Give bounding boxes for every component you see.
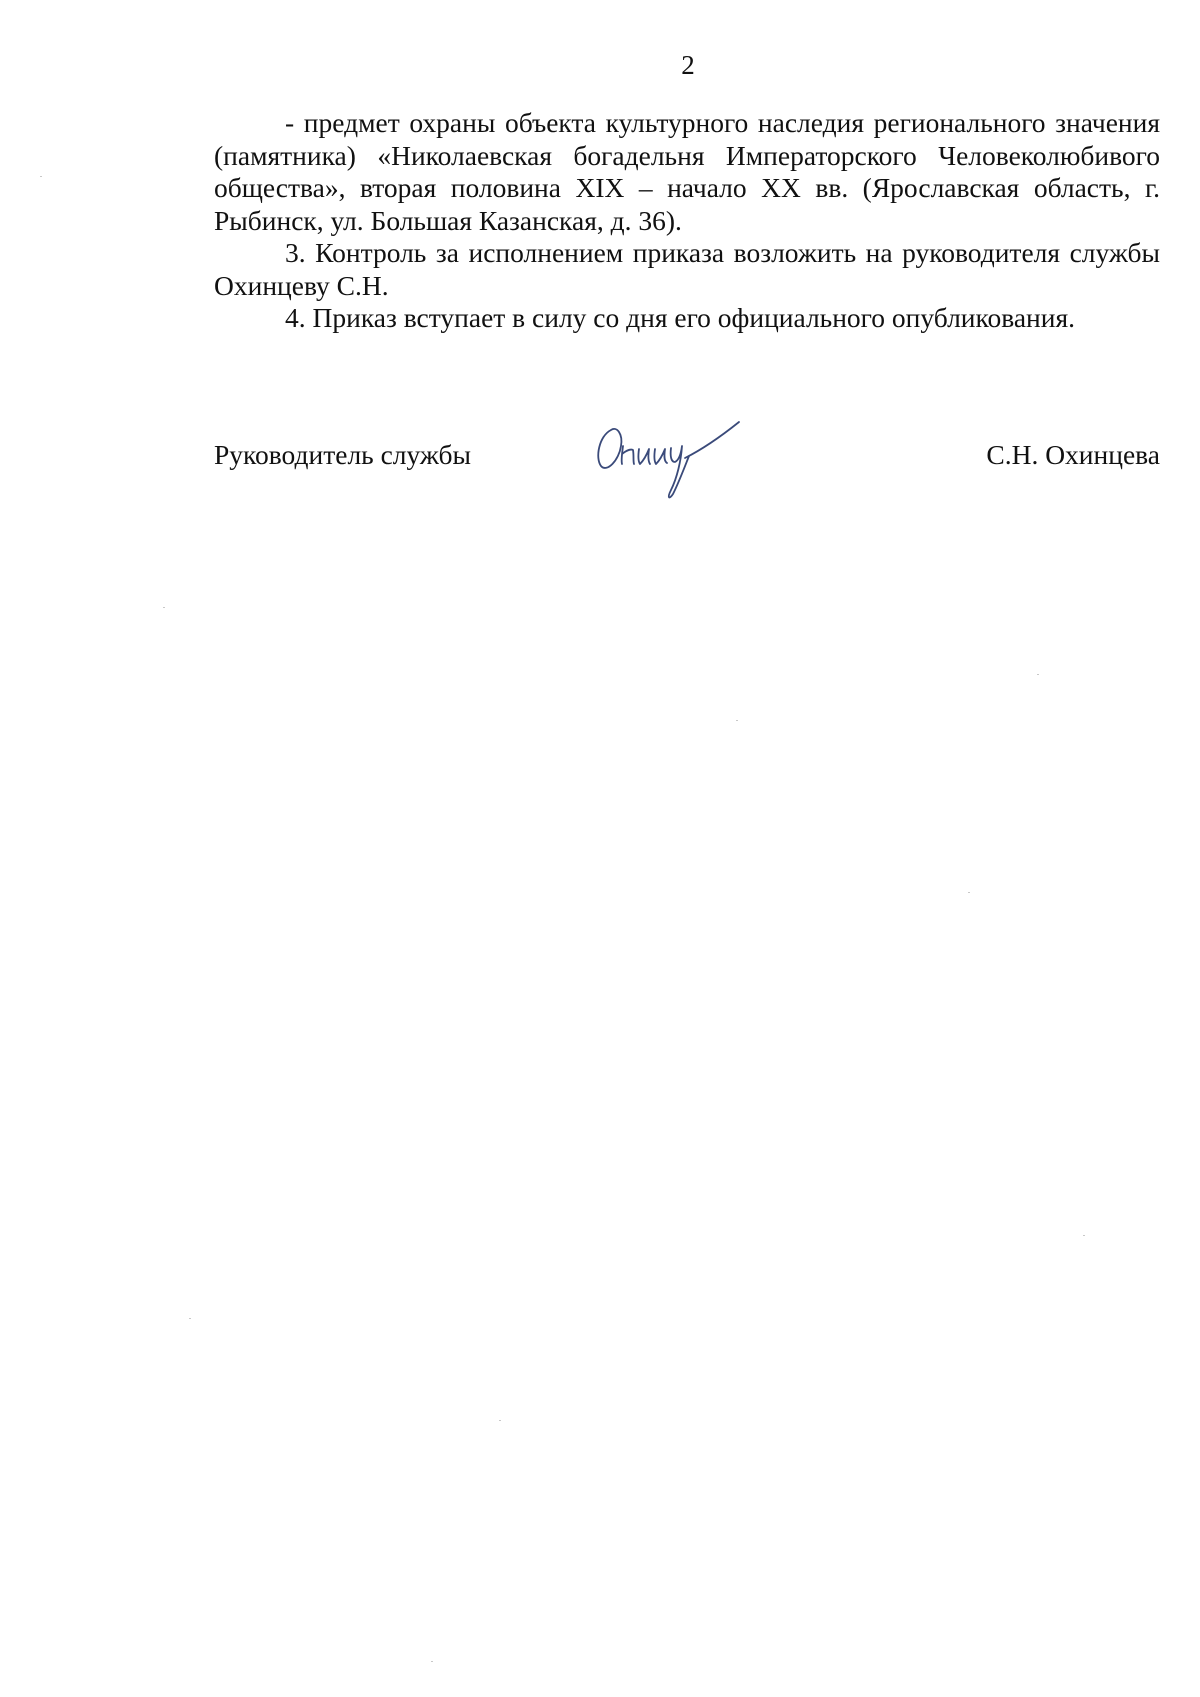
paragraph-protection-subject: - предмет охраны объекта культурного наследия регионального значения (памятника) «Николаевская богадельня Императорского Человеколюбивого общества», вторая половина XIX – начало XX вв. (Ярославская область, г. Рыбинск, ул. Большая Казанская, д. 36). bbox=[214, 107, 1160, 236]
scan-speck bbox=[189, 1318, 191, 1319]
paragraph-effective-date: 4. Приказ вступает в силу со дня его официального опубликования. bbox=[285, 302, 1076, 333]
handwritten-signature-icon bbox=[589, 416, 759, 511]
scan-speck bbox=[499, 1420, 501, 1421]
paragraph-control: 3. Контроль за исполнением приказа возложить на руководителя службы Охинцеву С.Н. bbox=[214, 237, 1160, 301]
scan-speck bbox=[1037, 674, 1039, 675]
scan-speck bbox=[431, 1661, 433, 1662]
page-number: 2 bbox=[681, 50, 695, 80]
scan-speck bbox=[1083, 1235, 1085, 1236]
document-body bbox=[214, 107, 1160, 335]
scan-speck bbox=[163, 607, 165, 608]
signer-name: С.Н. Охинцева bbox=[986, 439, 1160, 470]
signer-position: Руководитель службы bbox=[214, 439, 472, 470]
signature-block bbox=[214, 420, 1160, 510]
scan-speck bbox=[736, 720, 738, 721]
scan-speck bbox=[40, 176, 42, 177]
scan-speck bbox=[968, 892, 970, 893]
